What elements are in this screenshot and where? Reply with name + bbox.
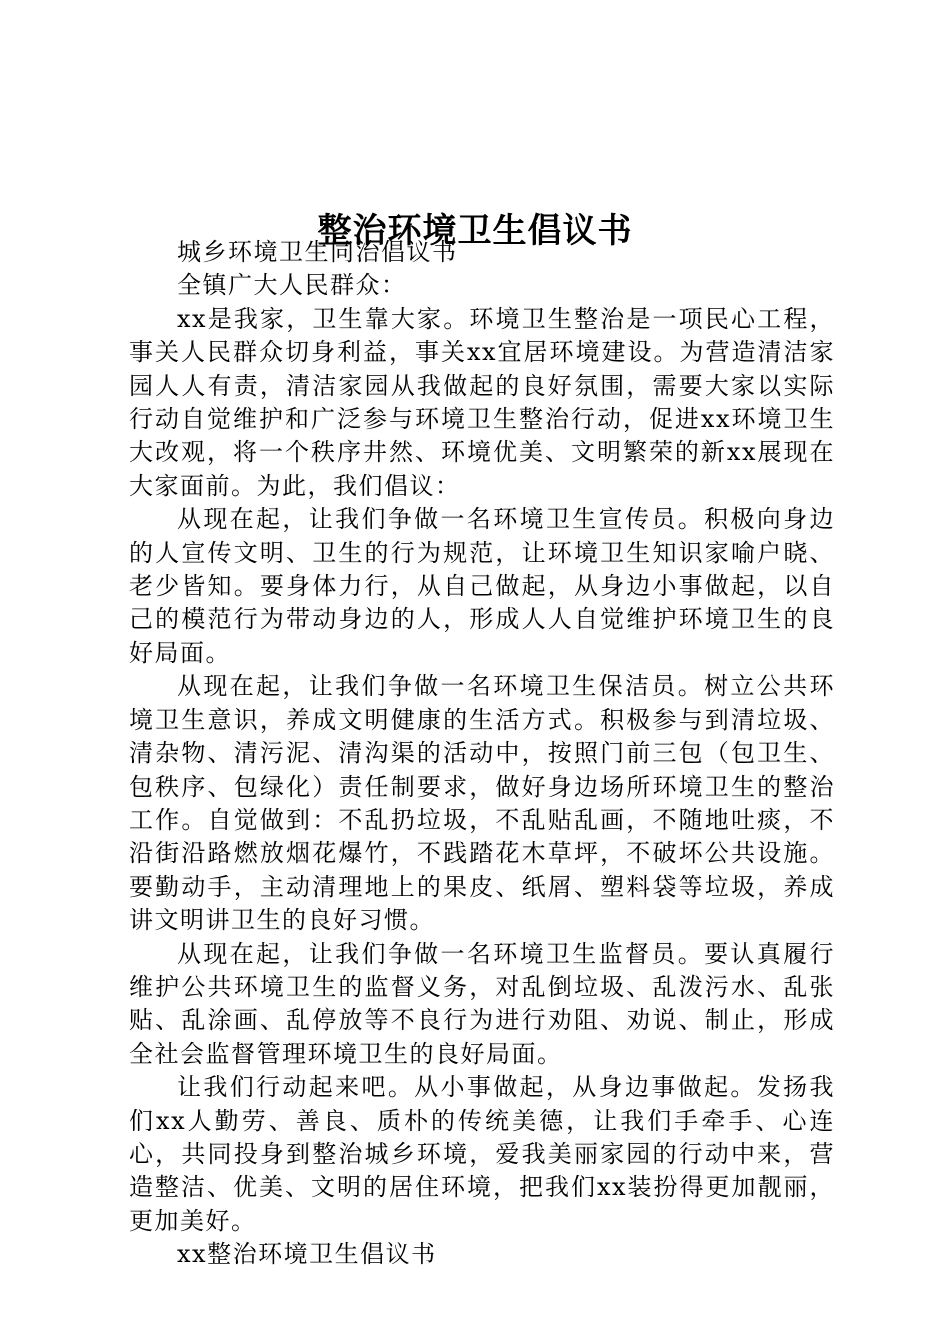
supervisor-paragraph: 从现在起，让我们争做一名环境卫生监督员。要认真履行维护公共环境卫生的监督义务，对乱倒垃圾、乱泼污水、乱张贴、乱涂画、乱停放等不良行为进行劝阻、劝说、制止，形成全社会监督管理环境卫生的良好局面。 <box>129 939 835 1068</box>
propaganda-paragraph: 从现在起，让我们争做一名环境卫生宣传员。积极向身边的人宣传文明、卫生的行为规范，让环境卫生知识家喻户晓、老少皆知。要身体力行，从自己做起，从身边小事做起，以自己的模范行为带动身边的人，形成人人自觉维护环境卫生的良好局面。 <box>129 505 835 667</box>
intro-paragraph: xx是我家，卫生靠大家。环境卫生整治是一项民心工程，事关人民群众切身利益，事关xx宜居环境建设。为营造清洁家园人人有责，清洁家园从我做起的良好氛围，需要大家以实际行动自觉维护和广泛参与环境卫生整治行动，促进xx环境卫生大改观，将一个秩序井然、环境优美、文明繁荣的新xx展现在大家面前。为此，我们倡议： <box>129 304 835 500</box>
document-title: 整治环境卫生倡议书 <box>317 210 633 251</box>
subtitle-line: 城乡环境卫生同治倡议书 <box>177 238 458 266</box>
salutation: 全镇广大人民群众： <box>177 271 407 300</box>
signature-line: xx整治环境卫生倡议书 <box>177 1240 437 1269</box>
closing-paragraph: 让我们行动起来吧。从小事做起，从身边事做起。发扬我们xx人勤劳、善良、质朴的传统美德，让我们手牵手、心连心，共同投身到整治城乡环境，爱我美丽家园的行动中来，营造整洁、优美、文明的居住环境，把我们xx装扮得更加靓丽，更加美好。 <box>129 1073 835 1235</box>
cleaner-paragraph: 从现在起，让我们争做一名环境卫生保洁员。树立公共环境卫生意识，养成文明健康的生活方式。积极参与到清垃圾、清杂物、清污泥、清沟渠的活动中，按照门前三包（包卫生、包秩序、包绿化）责任制要求，做好身边场所环境卫生的整治工作。自觉做到：不乱扔垃圾，不乱贴乱画，不随地吐痰，不沿街沿路燃放烟花爆竹，不践踏花木草坪，不破坏公共设施。要勤动手，主动清理地上的果皮、纸屑、塑料袋等垃圾，养成讲文明讲卫生的良好习惯。 <box>129 672 835 935</box>
document-body <box>129 236 835 1272</box>
